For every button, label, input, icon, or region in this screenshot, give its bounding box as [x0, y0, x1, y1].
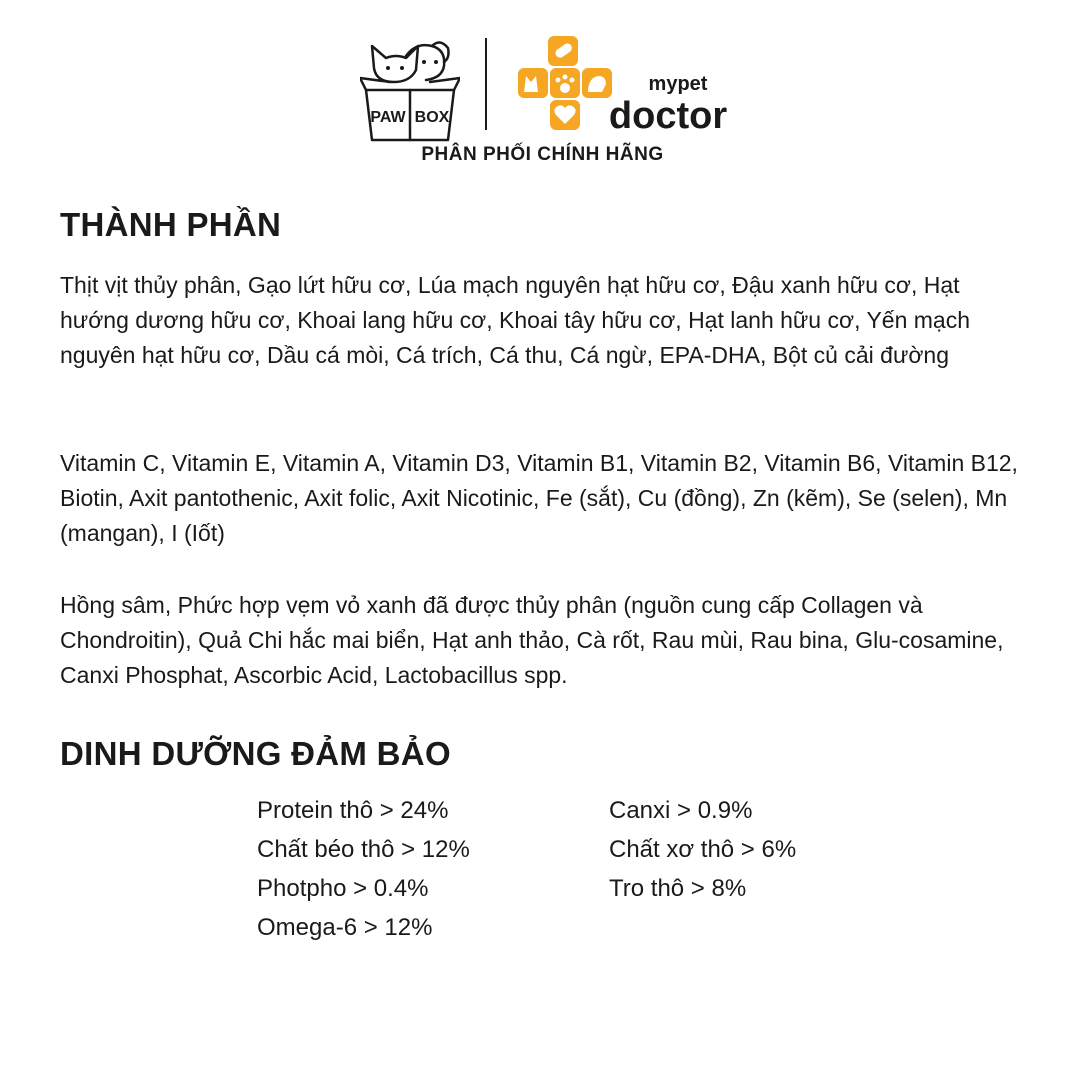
- nutrition-item: Chất béo thô > 12%: [257, 836, 470, 863]
- mypet-doctor-logo: [518, 36, 728, 136]
- nutrition-right-column: [609, 791, 796, 908]
- nutrition-left-column: [257, 791, 470, 947]
- nutrition-item: Chất xơ thô > 6%: [609, 836, 797, 863]
- ingredients-paragraph-1: Thịt vịt thủy phân, Gạo lứt hữu cơ, Lúa mạch nguyên hạt hữu cơ, Đậu xanh hữu cơ, Hạt hướng dương hữu cơ, Khoai lang hữu cơ, Khoai tây hữu cơ, Hạt lanh hữu cơ, Yến mạch nguyên hạt hữu cơ, Dầu cá mòi, Cá trích, Cá thu, Cá ngừ, EPA-DHA, Bột củ cải đường: [60, 272, 970, 368]
- nutrition-item: Tro thô > 8%: [609, 875, 747, 902]
- nutrition-item: Protein thô > 24%: [257, 797, 449, 824]
- nutrition-item: Canxi > 0.9%: [609, 797, 753, 824]
- ingredients-paragraph-2: Vitamin C, Vitamin E, Vitamin A, Vitamin D3, Vitamin B1, Vitamin B2, Vitamin B6, Vitamin B12, Biotin, Axit pantothenic, Axit folic, Axit Nicotinic, Fe (sắt), Cu (đồng), Zn (kẽm), Se (selen), Mn (mangan), I (Iốt): [60, 450, 1018, 546]
- ingredients-title: THÀNH PHẦN: [60, 206, 282, 243]
- header: [0, 30, 1080, 170]
- logo-divider: [485, 38, 487, 130]
- nutrition-title: DINH DƯỠNG ĐẢM BẢO: [60, 735, 451, 772]
- pawbox-word-2: BOX: [414, 109, 450, 126]
- nutrition-item: Photpho > 0.4%: [257, 875, 429, 902]
- mypet-word: mypet: [648, 73, 708, 95]
- doctor-word: doctor: [608, 95, 728, 136]
- tagline: PHÂN PHỐI CHÍNH HÃNG: [421, 144, 664, 165]
- nutrition-item: Omega-6 > 12%: [257, 914, 433, 941]
- pawbox-logo: [360, 38, 460, 150]
- pawbox-word-1: PAW: [370, 109, 406, 126]
- ingredients-paragraph-3: Hồng sâm, Phức hợp vẹm vỏ xanh đã được thủy phân (nguồn cung cấp Collagen và Chondroitin), Quả Chi hắc mai biển, Hạt anh thảo, Cà rốt, Rau mùi, Rau bina, Glu-cosamine, Canxi Phosphat, Ascorbic Acid, Lactobacillus spp.: [60, 592, 1004, 688]
